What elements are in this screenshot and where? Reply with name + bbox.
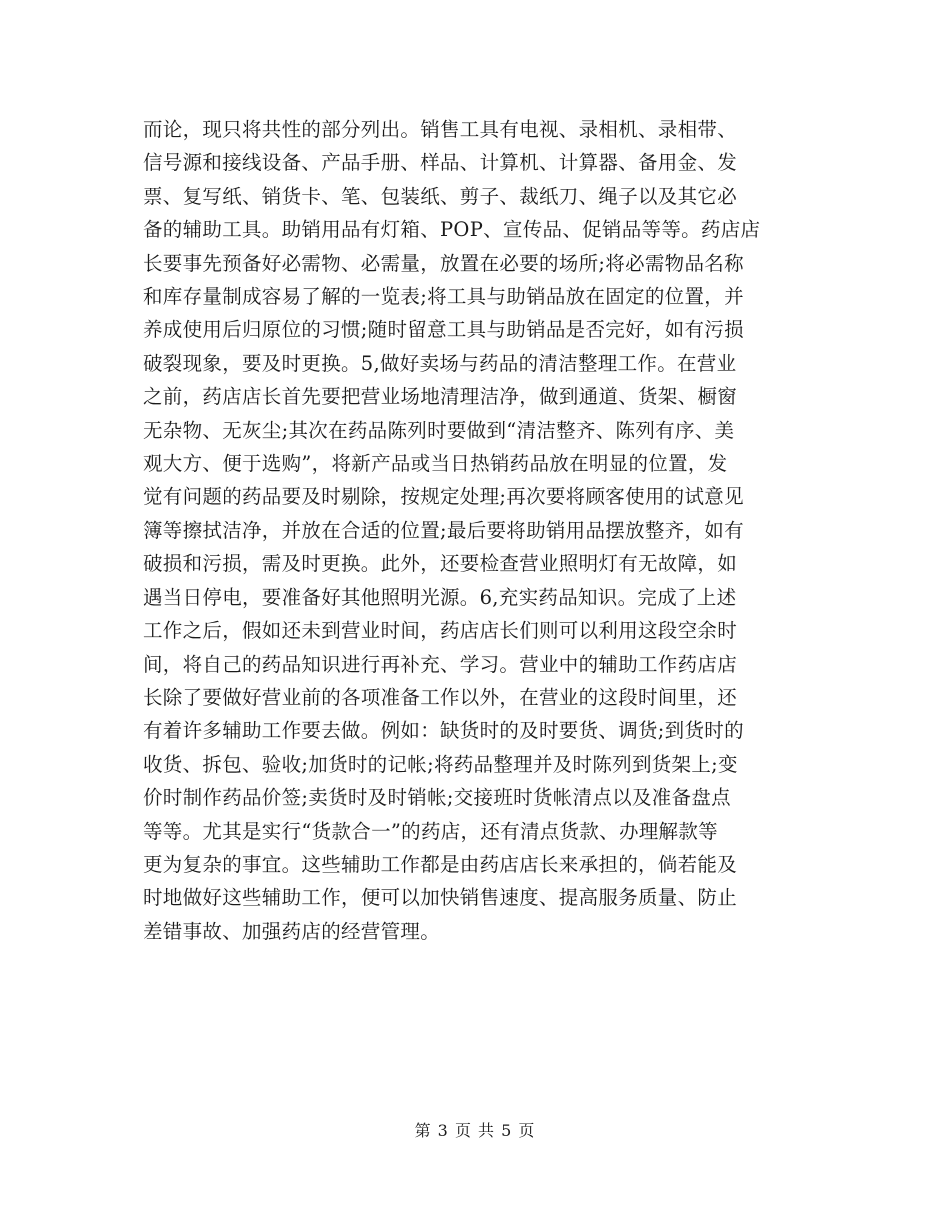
text-line: 养成使用后归原位的习惯;随时留意工具与助销品是否完好，如有污损: [143, 318, 744, 342]
text-line: 有着许多辅助工作要去做。例如：缺货时的及时要货、调货;到货时的: [143, 719, 744, 743]
text-line: 价时制作药品价签;卖货时及时销帐;交接班时货帐清点以及准备盘点: [143, 786, 731, 810]
text-line: 破损和污损，需及时更换。此外，还要检查营业照明灯有无故障，如: [143, 552, 738, 576]
text-line: 等等。尤其是实行“货款合一”的药店，还有清点货款、办理解款等: [143, 819, 718, 843]
text-line: 簿等擦拭洁净，并放在合适的位置;最后要将助销用品摆放整齐，如有: [143, 518, 744, 542]
text-line: 觉有问题的药品要及时剔除，按规定处理;再次要将顾客使用的试意见: [143, 485, 744, 509]
text-line: 差错事故、加强药店的经营管理。: [143, 919, 441, 943]
text-line: 信号源和接线设备、产品手册、样品、计算机、计算器、备用金、发: [143, 151, 738, 175]
text-line: 收货、拆包、验收;加货时的记帐;将药品整理并及时陈列到货架上;变: [143, 752, 738, 776]
text-line: 遇当日停电，要准备好其他照明光源。6,充实药品知识。完成了上述: [143, 585, 737, 609]
text-line: 长要事先预备好必需物、必需量，放置在必要的场所;将必需物品名称: [143, 251, 744, 275]
text-line: 无杂物、无灰尘;其次在药品陈列时要做到“清洁整齐、陈列有序、美: [143, 418, 735, 442]
text-line: 长除了要做好营业前的各项准备工作以外，在营业的这段时间里，还: [143, 685, 738, 709]
text-line: 工作之后，假如还未到营业时间，药店店长们则可以利用这段空余时: [143, 619, 738, 643]
text-line: 时地做好这些辅助工作，便可以加快销售速度、提高服务质量、防止: [143, 886, 738, 910]
text-line: 票、复写纸、销货卡、笔、包装纸、剪子、裁纸刀、绳子以及其它必: [143, 184, 738, 208]
text-line: 之前，药店店长首先要把营业场地清理洁净，做到通道、货架、橱窗: [143, 385, 738, 409]
page-number-footer: 第 3 页 共 5 页: [414, 1121, 536, 1140]
text-line: 和库存量制成容易了解的一览表;将工具与助销品放在固定的位置，并: [143, 285, 744, 309]
text-line: 间，将自己的药品知识进行再补充、学习。营业中的辅助工作药店店: [143, 652, 738, 676]
body-paragraph: [143, 113, 823, 948]
text-line: 破裂现象，要及时更换。5,做好卖场与药品的清洁整理工作。在营业: [143, 351, 737, 375]
text-line: 更为复杂的事宜。这些辅助工作都是由药店店长来承担的，倘若能及: [143, 852, 738, 876]
text-line: 观大方、便于选购”，将新产品或当日热销药品放在明显的位置，发: [143, 452, 728, 476]
text-line: 备的辅助工具。助销用品有灯箱、POP、宣传品、促销品等等。药店店: [143, 218, 761, 242]
text-line: 而论，现只将共性的部分列出。销售工具有电视、录相机、录相带、: [143, 118, 738, 141]
